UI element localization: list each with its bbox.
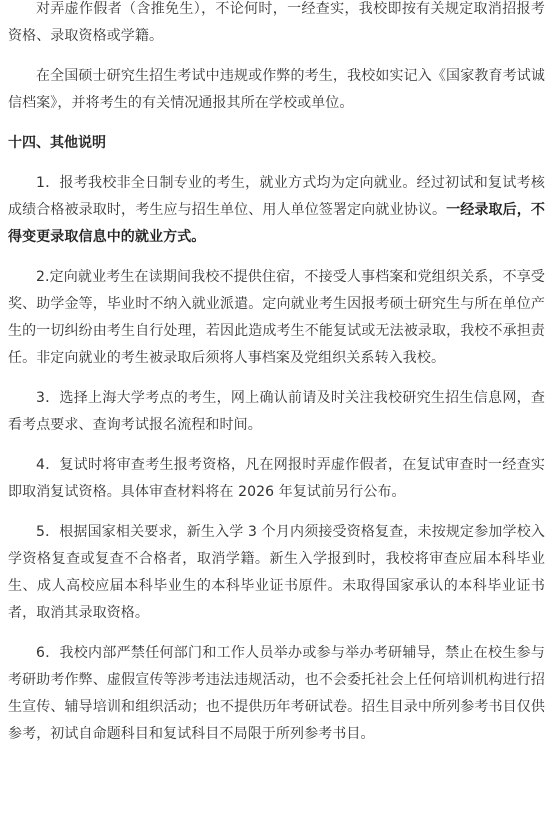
paragraph-exam-integrity: 在全国硕士研究生招生考试中违规或作弊的考生，我校如实记入《国家教育考试诚信档案》，并将考生的有关情况通报其所在学校或单位。 [8, 68, 545, 111]
item-3: 3．选择上海大学考点的考生，网上确认前请及时关注我校研究生招生信息网，查看考点要求、查询考试报名流程和时间。 [8, 390, 545, 433]
item-6: 6．我校内部严禁任何部门和工作人员举办或参与举办考研辅导，禁止在校生参与考研助考作弊、虚假宣传等涉考违法违规活动，也不会委托社会上任何培训机构进行招生宣传、辅导培训和组织活动；也不提供历年考研试卷。招生目录中所列参考书目仅供参考，初试自命题科目和复试科目不局限于所列参考书目。 [8, 645, 545, 742]
item-5: 5．根据国家相关要求，新生入学 3 个月内须接受资格复查，未按规定参加学校入学资格复查或复查不合格者，取消学籍。新生入学报到时，我校将审查应届本科毕业生、成人高校应届本科毕业生的本科毕业证书原件。未取得国家承认的本科毕业证书者，取消其录取资格。 [8, 524, 545, 621]
item-1 [8, 170, 545, 251]
section-heading: 十四、其他说明 [8, 135, 106, 151]
paragraph-fraud-penalty: 对弄虚作假者（含推免生），不论何时，一经查实，我校即按有关规定取消招报考资格、录取资格或学籍。 [8, 1, 545, 44]
item-1-bold-text: 一经录取后，不得变更录取信息中的就业方式。 [8, 202, 545, 245]
item-2: 2.定向就业考生在读期间我校不提供住宿，不接受人事档案和党组织关系，不享受奖、助学金等，毕业时不纳入就业派遣。定向就业考生因报考硕士研究生与所在单位产生的一切纠纷由考生自行处理，若因此造成考生不能复试或无法被录取，我校不承担责任。非定向就业的考生被录取后须将人事档案及党组织关系转入我校。 [8, 269, 545, 366]
item-1-text: 1．报考我校非全日制专业的考生，就业方式均为定向就业。经过初试和复试考核成绩合格被录取时，考生应与招生单位、用人单位签署定向就业协议。 [8, 175, 545, 218]
item-4: 4．复试时将审查考生报考资格，凡在网报时弄虚作假者，在复试审查时一经查实即取消复试资格。具体审查材料将在 2026 年复试前另行公布。 [8, 457, 545, 500]
